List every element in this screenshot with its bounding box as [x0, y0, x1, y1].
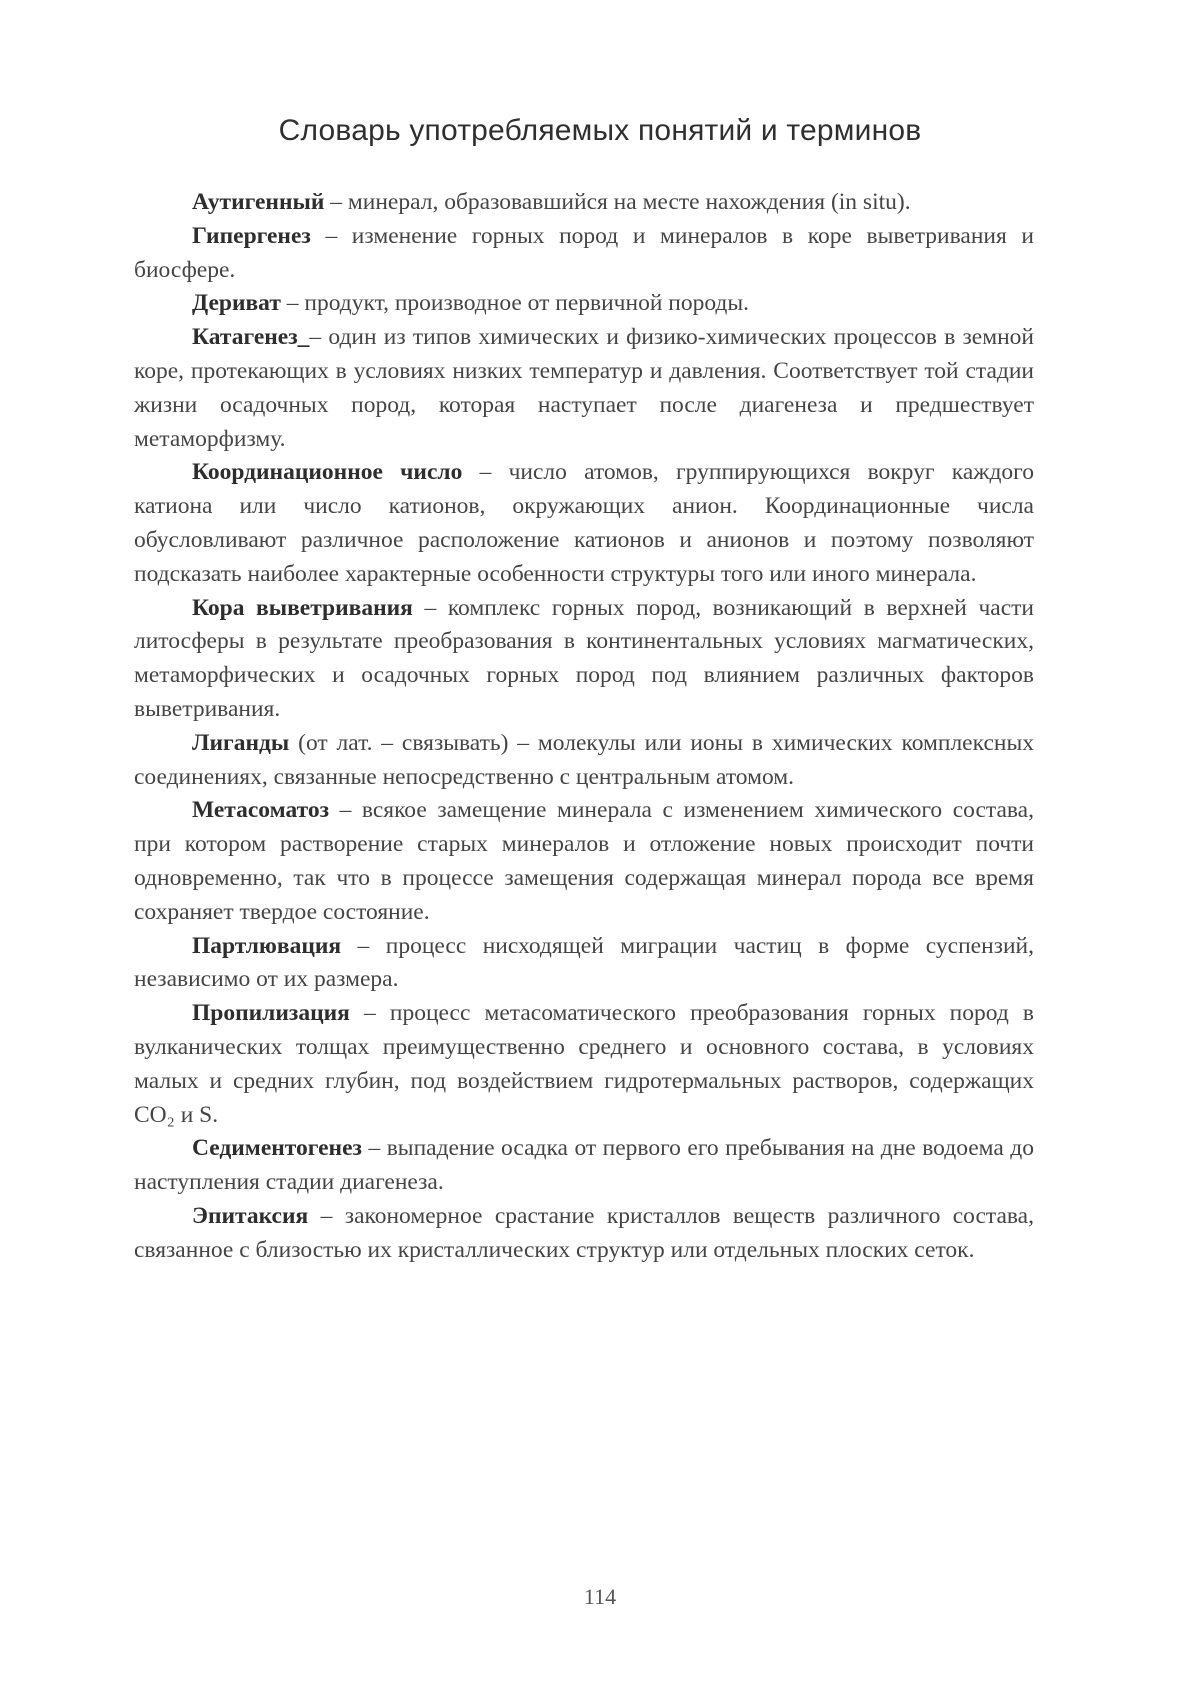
page-title: Словарь употребляемых понятий и терминов — [278, 114, 922, 147]
glossary-term: Дериват — [192, 290, 281, 317]
glossary-entry — [134, 727, 1034, 795]
glossary-term: Седиментогенез — [192, 1135, 362, 1162]
glossary-term: Эпитаксия — [192, 1202, 309, 1229]
glossary-entry — [134, 287, 1034, 321]
glossary-term: Координационное число — [192, 459, 463, 486]
glossary-definition: – всякое замещение минерала с изменением химического состава, при котором растворение старых минералов и отложение новых происходит почти одновременно, так что в процессе замещения содержащая минерал порода все время сохраняет твердое состояние. — [134, 797, 1034, 925]
glossary-entry — [134, 220, 1034, 288]
glossary-term: Партлювация — [192, 932, 342, 959]
glossary-entry — [134, 997, 1034, 1132]
glossary-entry — [134, 1200, 1034, 1268]
glossary-definition: – продукт, производное от первичной породы. — [280, 290, 750, 317]
glossary-term: Катагенез_ — [192, 324, 310, 351]
glossary-definition: – закономерное срастание кристаллов веществ различного состава, связанное с близостью их кристаллических структур или отдельных плоских сеток. — [134, 1202, 1034, 1263]
glossary-entry — [134, 186, 1034, 220]
glossary-entry — [134, 1132, 1034, 1200]
glossary-definition: – комплекс горных пород, возникающий в верхней части литосферы в результате преобразования в континентальных условиях магматических, метаморфических и осадочных горных пород под влиянием различных факторов выветривания. — [134, 594, 1034, 722]
glossary-term: Пропилизация — [192, 1000, 350, 1027]
glossary-entry — [134, 592, 1034, 727]
glossary-definition: – число атомов, группирующихся вокруг каждого катиона или число катионов, окружающих анион. Координационные числа обусловливают различное расположение катионов и анионов и поэтому позволяют подсказать наиболее характерные особенности структуры того или иного минерала. — [134, 459, 1034, 587]
glossary-definition: (от лат. – связывать) – молекулы или ионы в химических комплексных соединениях, связанные непосредственно с центральным атомом. — [134, 729, 1034, 790]
glossary-definition: – выпадение осадка от первого его пребывания на дне водоема до наступления стадии диагенеза. — [134, 1135, 1034, 1196]
glossary-definition: – минерал, образовавшийся на месте нахождения (in situ). — [324, 189, 911, 215]
glossary-body — [134, 186, 1034, 1268]
glossary-definition: – изменение горных пород и минералов в коре выветривания и биосфере. — [134, 222, 1034, 283]
glossary-definition: – один из типов химических и физико-химических процессов в земной коре, протекающих в условиях низких температур и давления. Соответствует той стадии жизни осадочных пород, которая наступает после диагенеза и предшествует метаморфизму. — [134, 324, 1034, 452]
glossary-definition: – процесс метасоматического преобразования горных пород в вулканических толщах преимущественно среднего и основного состава, в условиях малых и средних глубин, под воздействием гидротермальных растворов, содержащих CO₂ и S. — [134, 1000, 1034, 1128]
glossary-entry — [134, 930, 1034, 998]
page-number: 114 — [583, 1584, 617, 1609]
glossary-term: Аутигенный — [192, 189, 325, 215]
glossary-term: Метасоматоз — [192, 797, 330, 824]
glossary-definition: – процесс нисходящей миграции частиц в форме суспензий, независимо от их размера. — [134, 932, 1034, 993]
glossary-entry — [134, 321, 1034, 456]
glossary-entry — [134, 456, 1034, 591]
glossary-entry — [134, 794, 1034, 929]
glossary-term: Гипергенез — [192, 222, 311, 249]
glossary-term: Лиганды — [192, 729, 290, 756]
glossary-term: Кора выветривания — [192, 594, 413, 621]
